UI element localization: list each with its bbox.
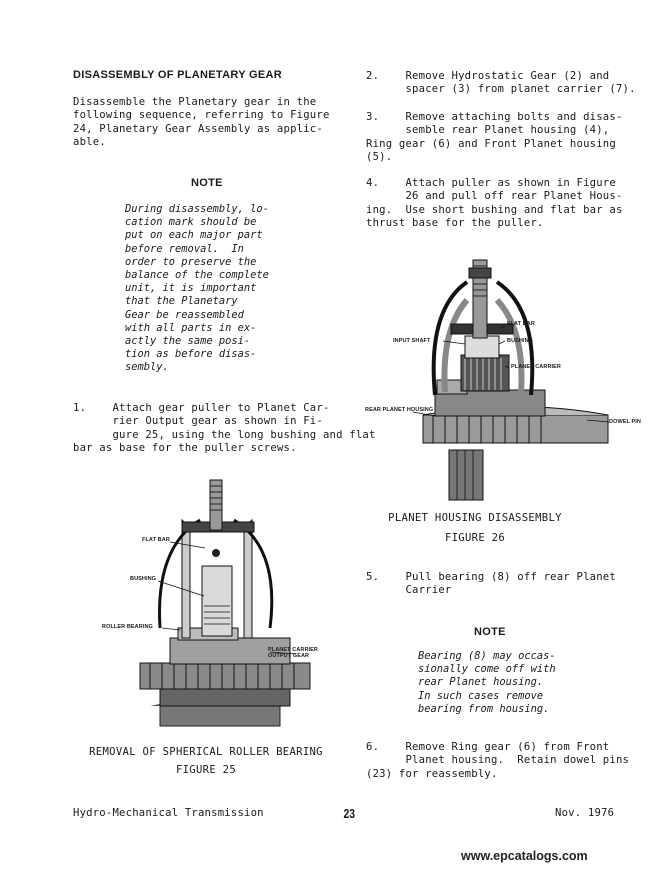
caption-figure-number: FIGURE 26: [444, 532, 506, 544]
text-line: spacer (3) from planet carrier (7).: [366, 83, 636, 96]
text-line: 3. Remove attaching bolts and disas-: [366, 111, 623, 123]
text-line: semble rear Planet housing (4),: [366, 124, 610, 137]
figure-25: [100, 478, 340, 730]
note-line: cation mark should be: [125, 216, 257, 229]
text-line: 24, Planetary Gear Assembly as applic-: [73, 122, 323, 135]
text-line: 4. Attach puller as shown in Figure: [366, 177, 616, 189]
label-output-gear: OUTPUT GEAR: [268, 653, 310, 659]
caption-figure-number: FIGURE 25: [175, 764, 237, 776]
text-line: 1. Attach gear puller to Planet Car-: [73, 402, 330, 414]
text-line: rier Output gear as shown in Fi-: [73, 415, 323, 428]
text-line: 6. Remove Ring gear (6) from Front: [366, 741, 610, 753]
footer-title: Hydro-Mechanical Transmission: [73, 807, 264, 819]
label-flat-bar: FLAT BAR: [507, 321, 535, 327]
note-line: sembly.: [125, 361, 169, 374]
text-line: 2. Remove Hydrostatic Gear (2) and: [366, 70, 610, 82]
footer-date: Nov. 1976: [555, 807, 615, 819]
text-line: thrust base for the puller.: [366, 216, 544, 229]
text-line: (5).: [366, 150, 393, 163]
label-rear-planet-housing: REAR PLANET HOUSING: [365, 407, 434, 413]
text-line: able.: [73, 135, 106, 148]
step-6: [366, 741, 629, 781]
page-number: 23: [343, 806, 356, 821]
step-4: [366, 177, 623, 230]
text-line: (23) for reassembly.: [366, 767, 498, 780]
text-line: bar as base for the puller screws.: [73, 441, 297, 454]
text-line: Ring gear (6) and Front Planet housing: [366, 137, 616, 150]
note-line: with all parts in ex-: [125, 321, 257, 334]
puller-illustration-26: [365, 240, 645, 502]
step-3: [366, 111, 623, 164]
note-line: bearing from housing.: [418, 702, 550, 715]
figure-26: [365, 240, 645, 502]
note-line: tion as before disas-: [125, 348, 257, 361]
note-line: order to preserve the: [125, 255, 257, 268]
text-line: 26 and pull off rear Planet Hous-: [366, 190, 623, 203]
note-line: actly the same posi-: [125, 335, 251, 348]
note-line: rear Planet housing.: [418, 676, 544, 689]
text-line: Carrier: [366, 584, 452, 597]
text-line: ing. Use short bushing and flat bar as: [366, 203, 623, 216]
note-line: that the Planetary: [125, 295, 238, 308]
caption-title: PLANET HOUSING DISASSEMBLY: [388, 512, 562, 524]
note-line: sionally come off with: [418, 663, 556, 676]
label-bushing: BUSHING: [130, 576, 157, 582]
note-line: unit, it is important: [125, 282, 257, 295]
puller-illustration-25: [100, 478, 340, 730]
label-roller-bearing: ROLLER BEARING: [102, 624, 153, 630]
watermark[interactable]: www.epcatalogs.com: [461, 849, 588, 863]
note-line: Gear be reassembled: [125, 308, 244, 321]
note-title: NOTE: [474, 626, 506, 638]
label-flat-bar: FLAT BAR: [142, 537, 170, 543]
step-1: [73, 402, 376, 455]
note-line: put on each major part: [125, 229, 263, 242]
text-line: Disassemble the Planetary gear in the: [73, 96, 317, 108]
label-dowel-pin: DOWEL PIN: [609, 419, 641, 425]
text-line: gure 25, using the long bushing and flat: [73, 428, 376, 441]
intro-paragraph: [73, 96, 330, 149]
label-bushing: BUSHING: [507, 338, 534, 344]
label-input-shaft: INPUT SHAFT: [393, 338, 431, 344]
label-planet-carrier: PLANET CARRIER: [268, 647, 318, 653]
step-2: [366, 70, 636, 97]
note-line: balance of the complete: [125, 269, 269, 282]
note-line: Bearing (8) may occas-: [418, 650, 556, 662]
note-title: NOTE: [191, 177, 223, 189]
figure-25-caption: [70, 746, 342, 776]
caption-title: REMOVAL OF SPHERICAL ROLLER BEARING: [89, 746, 323, 758]
text-line: Planet housing. Retain dowel pins: [366, 754, 630, 767]
note-line: before removal. In: [125, 242, 244, 255]
figure-26-caption: [370, 512, 580, 544]
note-body: [125, 203, 269, 375]
label-planet-carrier: PLANET CARRIER: [511, 364, 561, 370]
note-line: In such cases remove: [418, 689, 544, 702]
step-5: [366, 571, 616, 598]
text-line: following sequence, referring to Figure: [73, 109, 330, 122]
text-line: 5. Pull bearing (8) off rear Planet: [366, 571, 616, 583]
section-heading: DISASSEMBLY OF PLANETARY GEAR: [73, 69, 282, 81]
note-line: During disassembly, lo-: [125, 203, 269, 215]
note-body: [418, 650, 556, 716]
